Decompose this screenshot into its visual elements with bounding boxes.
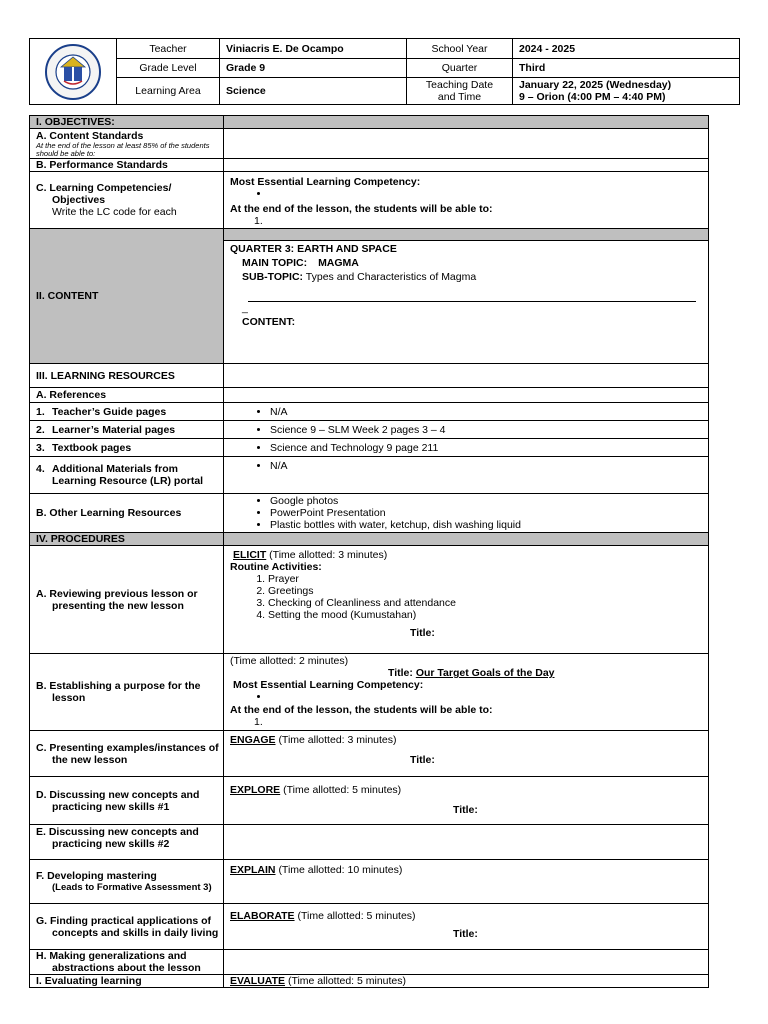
performance-standards-value bbox=[224, 159, 709, 172]
practical-applications-text: G. Finding practical applications of concepts and skills in daily living bbox=[36, 914, 219, 939]
content-value bbox=[224, 241, 709, 364]
other-resources-list bbox=[230, 495, 708, 531]
teachers-guide-item: • N/A bbox=[270, 406, 708, 418]
explore-line bbox=[230, 784, 708, 796]
learning-resources-heading-right bbox=[224, 364, 709, 388]
melc-label: Most Essential Learning Competency: bbox=[230, 176, 421, 188]
learners-material-item: • Science 9 – SLM Week 2 pages 3 – 4 bbox=[270, 424, 708, 436]
rule-underscore: _ bbox=[242, 302, 248, 314]
learners-material-text: Learner’s Material pages bbox=[52, 423, 176, 436]
melc-bullet bbox=[270, 188, 708, 200]
teachers-guide-num: 1. bbox=[36, 405, 45, 418]
explain-label: EXPLAIN bbox=[230, 864, 276, 876]
engage-line bbox=[230, 734, 708, 746]
references-label: A. References bbox=[30, 388, 224, 403]
elicit-label: ELICIT bbox=[233, 549, 267, 561]
establishing-purpose-label bbox=[30, 654, 224, 731]
sub-topic-line bbox=[230, 271, 708, 283]
performance-standards-label: B. Performance Standards bbox=[30, 159, 224, 172]
additional-materials-num: 4. bbox=[36, 463, 45, 475]
other-resources-label: B. Other Learning Resources bbox=[30, 494, 224, 533]
underline-rule bbox=[248, 291, 696, 302]
grade-level-value: Grade 9 bbox=[220, 59, 407, 78]
additional-materials-value bbox=[224, 457, 709, 494]
objectives-label: Objectives bbox=[52, 194, 106, 206]
discussing-concepts-2-label bbox=[30, 825, 224, 860]
content-gray-strip bbox=[224, 229, 709, 241]
routine-item: 2. Greetings bbox=[268, 585, 708, 597]
content-label: II. CONTENT bbox=[36, 290, 99, 302]
end-of-lesson-label: At the end of the lesson, the students will be able to: bbox=[230, 203, 493, 215]
evaluating-learning-value bbox=[224, 975, 709, 988]
purpose-end-label: At the end of the lesson, the students will be able to: bbox=[230, 704, 493, 716]
content-standards-label: A. Content Standards bbox=[36, 129, 144, 142]
teaching-date-label bbox=[407, 78, 513, 105]
generalizations-text: H. Making generalizations and abstractions about the lesson bbox=[36, 950, 201, 974]
main-topic-value: MAGMA bbox=[318, 257, 359, 269]
teachers-guide-value bbox=[224, 403, 709, 421]
generalizations-label bbox=[30, 950, 224, 975]
procedures-heading: IV. PROCEDURES bbox=[30, 533, 224, 546]
header-table bbox=[29, 38, 740, 105]
elaborate-time: (Time allotted: 5 minutes) bbox=[297, 910, 416, 922]
school-year-value: 2024 - 2025 bbox=[513, 39, 740, 59]
procedures-heading-right bbox=[224, 533, 709, 546]
objective-item-1: 1. bbox=[254, 215, 263, 227]
additional-materials-item: • N/A bbox=[270, 460, 708, 472]
deped-seal-icon bbox=[34, 43, 112, 101]
additional-materials-text: Additional Materials from Learning Resource (LR) portal bbox=[52, 463, 204, 487]
other-resource-item: • Plastic bottles with water, ketchup, dish washing liquid bbox=[270, 519, 708, 531]
teaching-date-label-line1: Teaching Date bbox=[425, 79, 494, 91]
evaluate-time: (Time allotted: 5 minutes) bbox=[287, 975, 407, 987]
purpose-melc-label: Most Essential Learning Competency: bbox=[233, 679, 424, 691]
quarter-label: Quarter bbox=[407, 59, 513, 78]
discussing-concepts-2-text: E. Discussing new concepts and practicing new skills #2 bbox=[36, 826, 199, 850]
developing-mastery-text: F. Developing mastering bbox=[36, 869, 157, 882]
presenting-examples-label bbox=[30, 731, 224, 777]
content-standards-note: At the end of the lesson at least 85% of the students should be able to: bbox=[36, 140, 210, 158]
presenting-examples-text: C. Presenting examples/instances of the new lesson bbox=[36, 741, 219, 766]
reviewing-lesson-text: A. Reviewing previous lesson or presenting the new lesson bbox=[36, 587, 198, 612]
elaborate-title-label: Title: bbox=[453, 928, 478, 940]
textbook-text: Textbook pages bbox=[52, 441, 132, 454]
lc-code-note: Write the LC code for each bbox=[52, 206, 177, 218]
content-label-cell bbox=[30, 229, 224, 364]
explore-label: EXPLORE bbox=[230, 784, 281, 796]
purpose-time: (Time allotted: 2 minutes) bbox=[230, 655, 349, 667]
routine-list bbox=[230, 573, 708, 621]
purpose-title-value: Our Target Goals of the Day bbox=[415, 667, 555, 679]
purpose-melc-list bbox=[230, 691, 708, 703]
routine-item: 1. Prayer bbox=[268, 573, 708, 585]
elicit-title-label: Title: bbox=[410, 627, 435, 639]
engage-time: (Time allotted: 3 minutes) bbox=[278, 734, 397, 746]
sub-topic-value: Types and Characteristics of Magma bbox=[305, 271, 477, 283]
learning-competencies-value bbox=[224, 172, 709, 229]
reviewing-lesson-value bbox=[224, 546, 709, 654]
generalizations-value bbox=[224, 950, 709, 975]
practical-applications-label bbox=[30, 904, 224, 950]
developing-mastery-label bbox=[30, 860, 224, 904]
content-standards-value bbox=[224, 129, 709, 159]
objectives-heading-right bbox=[224, 116, 709, 129]
learning-resources-heading: III. LEARNING RESOURCES bbox=[30, 364, 224, 388]
textbook-num: 3. bbox=[36, 441, 45, 454]
establishing-purpose-text: B. Establishing a purpose for the lesson bbox=[36, 680, 201, 704]
learners-material-num: 2. bbox=[36, 423, 45, 436]
teaching-date-value-line1: January 22, 2025 (Wednesday) bbox=[519, 79, 672, 91]
quarter-value: Third bbox=[513, 59, 740, 78]
reviewing-lesson-label bbox=[30, 546, 224, 654]
discussing-concepts-2-value bbox=[224, 825, 709, 860]
explore-time: (Time allotted: 5 minutes) bbox=[283, 784, 402, 796]
teacher-label: Teacher bbox=[117, 39, 220, 59]
teaching-date-value bbox=[513, 78, 740, 105]
explore-title-label: Title: bbox=[453, 804, 478, 816]
other-resource-item: • Google photos bbox=[270, 495, 708, 507]
textbook-value bbox=[224, 439, 709, 457]
teachers-guide-label bbox=[30, 403, 224, 421]
sub-topic-label: SUB-TOPIC: bbox=[242, 271, 304, 283]
elicit-line bbox=[230, 549, 708, 561]
explain-time: (Time allotted: 10 minutes) bbox=[278, 864, 403, 876]
objectives-heading: I. OBJECTIVES: bbox=[30, 116, 224, 129]
purpose-title-line bbox=[230, 667, 708, 679]
content-standards-cell bbox=[30, 129, 224, 159]
routine-label: Routine Activities: bbox=[230, 561, 322, 573]
purpose-item-1: 1. bbox=[254, 716, 263, 728]
presenting-examples-value bbox=[224, 731, 709, 777]
teaching-date-label-line2: and Time bbox=[437, 91, 482, 103]
purpose-melc-bullet bbox=[270, 691, 708, 703]
textbook-label bbox=[30, 439, 224, 457]
evaluating-learning-label: I. Evaluating learning bbox=[30, 975, 224, 988]
engage-title-label: Title: bbox=[410, 754, 435, 766]
practical-applications-value bbox=[224, 904, 709, 950]
purpose-title-label: Title: bbox=[388, 667, 413, 679]
quarter-topic: QUARTER 3: EARTH AND SPACE bbox=[230, 243, 397, 255]
teacher-value: Viniacris E. De Ocampo bbox=[220, 39, 407, 59]
routine-item: 3. Checking of Cleanliness and attendance bbox=[268, 597, 708, 609]
grade-level-label: Grade Level bbox=[117, 59, 220, 78]
learning-competencies-cell bbox=[30, 172, 224, 229]
learners-material-value bbox=[224, 421, 709, 439]
evaluate-label: EVALUATE bbox=[230, 975, 286, 987]
seal-cell bbox=[30, 39, 117, 105]
explain-line bbox=[230, 864, 708, 876]
discussing-concepts-1-label bbox=[30, 777, 224, 825]
melc-list bbox=[230, 188, 708, 200]
discussing-concepts-1-value bbox=[224, 777, 709, 825]
elaborate-label: ELABORATE bbox=[230, 910, 295, 922]
content-sub-label: CONTENT: bbox=[242, 316, 296, 328]
main-topic-line bbox=[230, 257, 708, 269]
teaching-time-value-line2: 9 – Orion (4:00 PM – 4:40 PM) bbox=[519, 91, 666, 103]
other-resources-value bbox=[224, 494, 709, 533]
textbook-item: • Science and Technology 9 page 211 bbox=[270, 442, 708, 454]
elicit-time: (Time allotted: 3 minutes) bbox=[269, 549, 388, 561]
learners-material-label bbox=[30, 421, 224, 439]
additional-materials-label bbox=[30, 457, 224, 494]
references-value bbox=[224, 388, 709, 403]
teachers-guide-text: Teacher’s Guide pages bbox=[52, 405, 167, 418]
discussing-concepts-1-text: D. Discussing new concepts and practicing new skills #1 bbox=[36, 788, 200, 813]
school-year-label: School Year bbox=[407, 39, 513, 59]
developing-mastery-value bbox=[224, 860, 709, 904]
main-topic-label: MAIN TOPIC: bbox=[242, 257, 308, 269]
lesson-plan-table bbox=[29, 115, 709, 988]
engage-label: ENGAGE bbox=[230, 734, 276, 746]
establishing-purpose-value bbox=[224, 654, 709, 731]
learning-area-label: Learning Area bbox=[117, 78, 220, 105]
routine-item: 4. Setting the mood (Kumustahan) bbox=[268, 609, 708, 621]
formative-assessment-note: (Leads to Formative Assessment 3) bbox=[52, 881, 212, 893]
other-resource-item: • PowerPoint Presentation bbox=[270, 507, 708, 519]
elaborate-line bbox=[230, 910, 708, 922]
learning-competencies-label: C. Learning Competencies/ bbox=[36, 182, 172, 194]
learning-area-value: Science bbox=[220, 78, 407, 105]
